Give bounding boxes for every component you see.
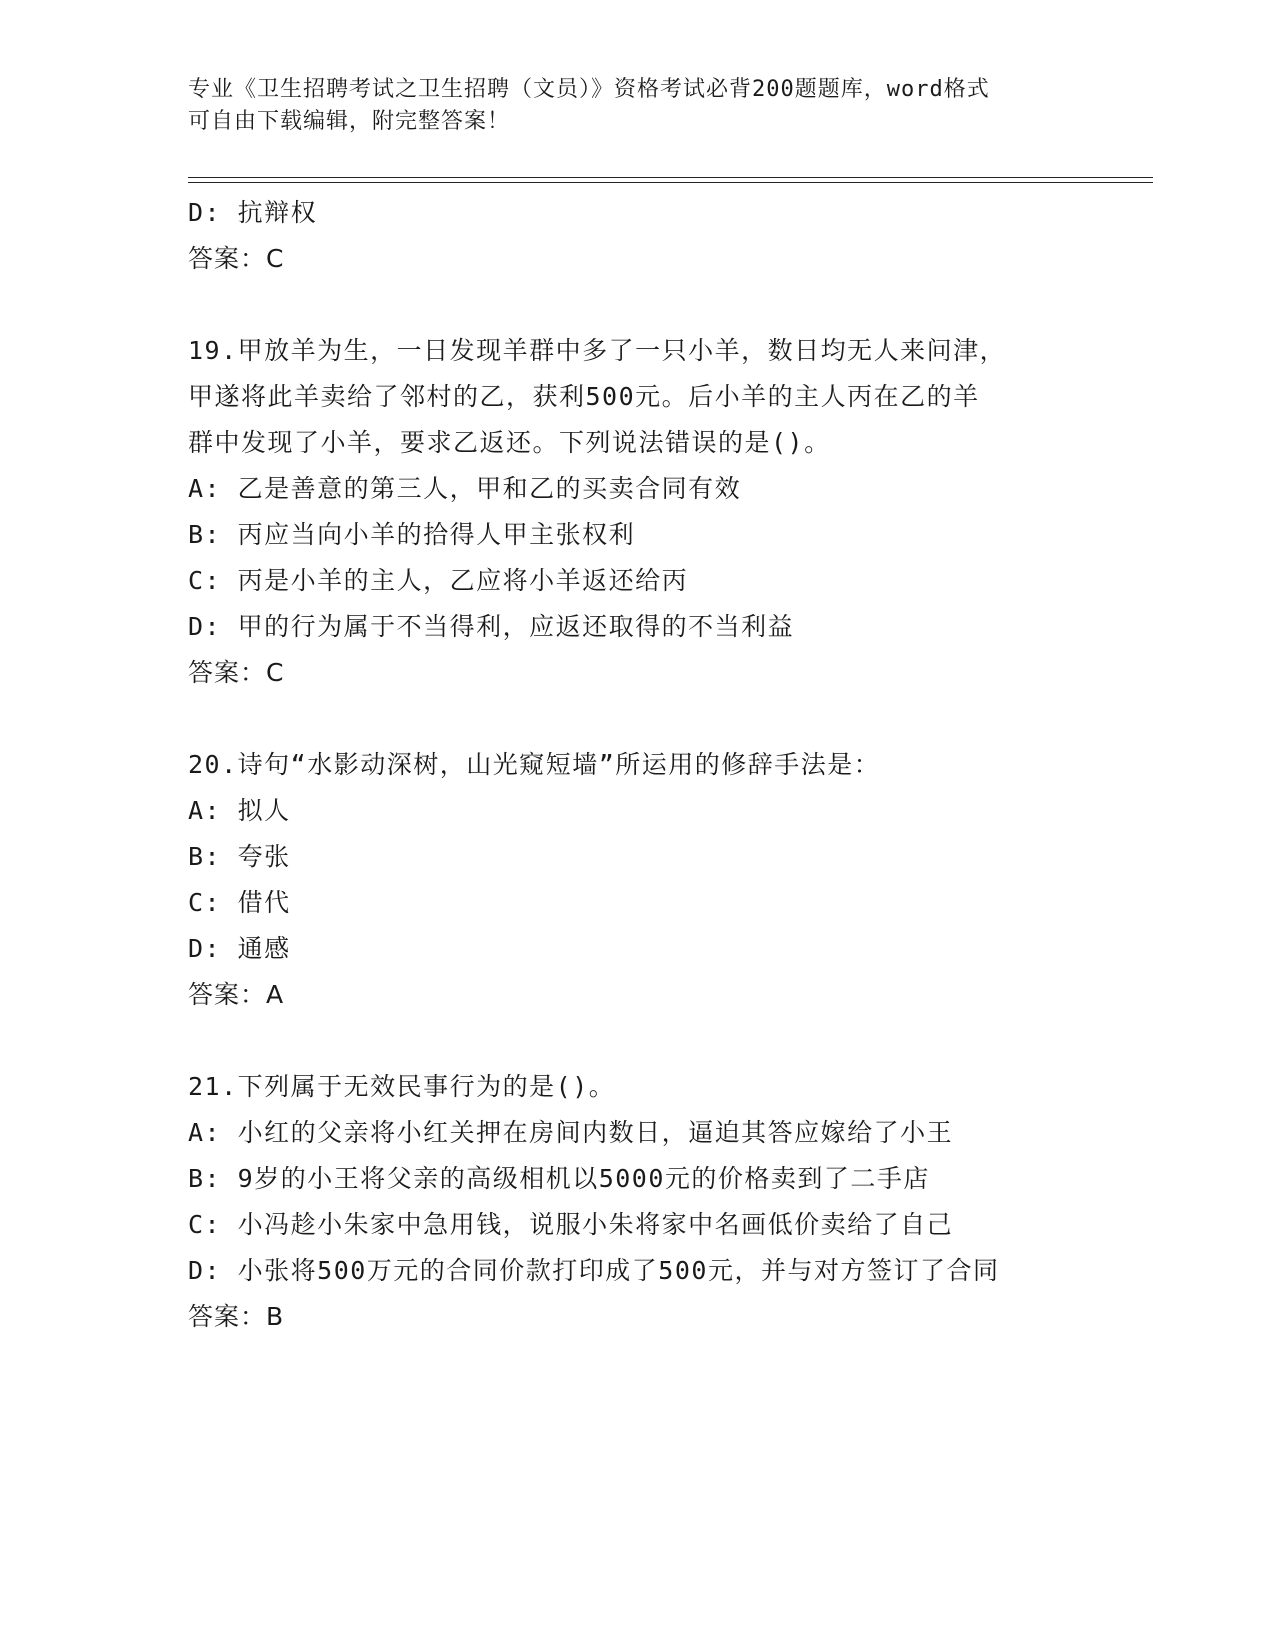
option-d: D: 小张将500万元的合同价款打印成了500元，并与对方签订了合同: [188, 1256, 1000, 1285]
question-stem: 群中发现了小羊，要求乙返还。下列说法错误的是()。: [188, 428, 831, 457]
spacer: [188, 282, 1088, 328]
answer-line: 答案：C: [188, 658, 285, 687]
option-b: B: 9岁的小王将父亲的高级相机以5000元的价格卖到了二手店: [188, 1164, 930, 1193]
question-19: [188, 328, 1088, 696]
option-d: D: 甲的行为属于不当得利，应返还取得的不当利益: [188, 612, 795, 641]
question-stem: 甲遂将此羊卖给了邻村的乙，获利500元。后小羊的主人丙在乙的羊: [188, 382, 980, 411]
option-b: B: 丙应当向小羊的拾得人甲主张权利: [188, 520, 636, 549]
answer-line: 答案：C: [188, 244, 285, 273]
question-list: [188, 190, 1088, 1340]
question-stem: 21.下列属于无效民事行为的是()。: [188, 1072, 616, 1101]
header-line-1: 专业《卫生招聘考试之卫生招聘（文员）》资格考试必背200题题库，word格式: [188, 77, 990, 102]
header-line-2: 可自由下载编辑，附完整答案！: [188, 109, 511, 134]
answer-line: 答案：B: [188, 1302, 285, 1331]
question-stem: 19.甲放羊为生，一日发现羊群中多了一只小羊，数日均无人来问津，: [188, 336, 1007, 365]
option-c: C: 小冯趁小朱家中急用钱，说服小朱将家中名画低价卖给了自己: [188, 1210, 954, 1239]
option-c: C: 丙是小羊的主人，乙应将小羊返还给丙: [188, 566, 689, 595]
option-a: A: 小红的父亲将小红关押在房间内数日，逼迫其答应嫁给了小王: [188, 1118, 954, 1147]
document-header: [188, 74, 1088, 138]
option-d: D: 通感: [188, 934, 291, 963]
question-stem: 20.诗句“水影动深树，山光窥短墙”所运用的修辞手法是：: [188, 750, 881, 779]
question-18-tail: [188, 190, 1088, 282]
option-a: A: 乙是善意的第三人，甲和乙的买卖合同有效: [188, 474, 742, 503]
question-20: [188, 742, 1088, 1018]
option-d: D: 抗辩权: [188, 198, 318, 227]
option-b: B: 夸张: [188, 842, 291, 871]
header-divider-top: [188, 177, 1153, 178]
question-21: [188, 1064, 1088, 1340]
option-c: C: 借代: [188, 888, 291, 917]
option-a: A: 拟人: [188, 796, 291, 825]
spacer: [188, 696, 1088, 742]
answer-line: 答案：A: [188, 980, 285, 1009]
spacer: [188, 1018, 1088, 1064]
header-divider-bottom: [188, 182, 1153, 183]
